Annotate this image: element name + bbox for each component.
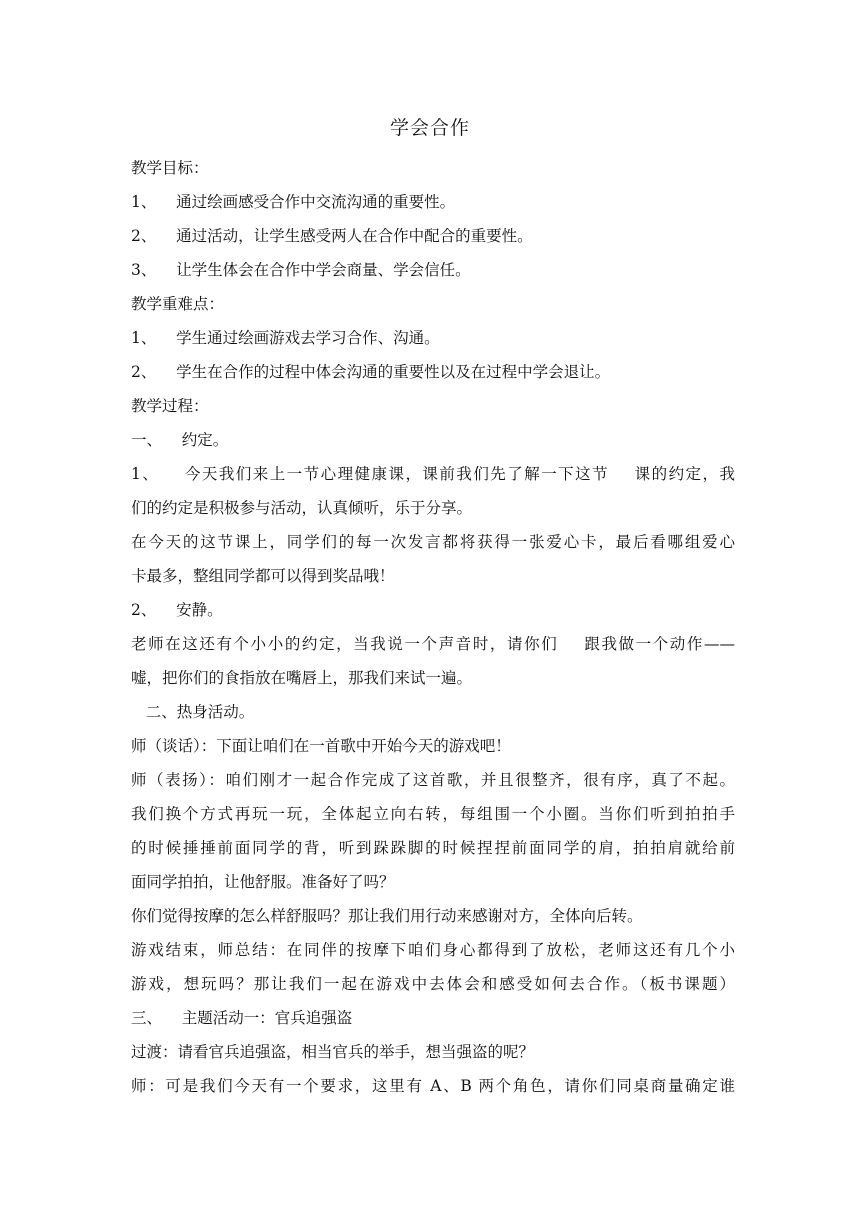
process-item-quiet: 2、 安静。 <box>131 601 223 619</box>
document-title: 学会合作 <box>389 117 470 139</box>
goal-item-2: 2、 通过活动，让学生感受两人在合作中配合的重要性。 <box>131 227 533 245</box>
process-step-activity-one: 三、 主题活动一：官兵追强盗 <box>131 1009 353 1027</box>
paragraph-line: 们的约定是积极参与活动，认真倾听，乐于分享。 <box>131 499 473 517</box>
section-heading-process: 教学过程： <box>131 397 209 415</box>
paragraph-line: 师：可是我们今天有一个要求，这里有 A、B 两个角色，请你们同桌商量确定谁 <box>131 1077 735 1095</box>
key-point-item-2: 2、 学生在合作的过程中体会沟通的重要性以及在过程中学会退让。 <box>131 363 611 381</box>
section-heading-goals: 教学目标： <box>131 159 209 177</box>
document-body <box>131 151 735 1103</box>
paragraph-line: 的时候捶捶前面同学的背，听到跺跺脚的时候捏捏前面同学的肩，拍拍肩就给前 <box>131 839 735 857</box>
paragraph-line: 在今天的这节课上，同学们的每一次发言都将获得一张爱心卡，最后看哪组爱心 <box>131 533 735 551</box>
paragraph-line: 1、 今天我们来上一节心理健康课，课前我们先了解一下这节 课的约定，我 <box>131 465 735 483</box>
paragraph-line: 过渡：请看官兵追强盗，相当官兵的举手，想当强盗的呢？ <box>131 1043 535 1061</box>
goal-item-1: 1、 通过绘画感受合作中交流沟通的重要性。 <box>131 193 456 211</box>
paragraph-line: 游戏结束，师总结：在同伴的按摩下咱们身心都得到了放松，老师这还有几个小 <box>131 941 735 959</box>
paragraph-line: 师（表扬）：咱们刚才一起合作完成了这首歌，并且很整齐，很有序，真了不起。 <box>131 771 735 789</box>
paragraph-line: 嘘，把你们的食指放在嘴唇上，那我们来试一遍。 <box>131 669 473 687</box>
paragraph-line: 你们觉得按摩的怎么样舒服吗？那让我们用行动来感谢对方，全体向后转。 <box>131 907 643 925</box>
paragraph-line: 面同学拍拍，让他舒服。准备好了吗？ <box>131 873 395 891</box>
process-step-warmup: 二、热身活动。 <box>131 703 255 721</box>
paragraph-line: 老师在这还有个小小的约定，当我说一个声音时，请你们 跟我做一个动作—— <box>131 635 735 653</box>
paragraph-line: 游戏，想玩吗？那让我们一起在游戏中去体会和感受如何去合作。（板书课题） <box>131 975 735 993</box>
section-heading-key-points: 教学重难点： <box>131 295 225 313</box>
paragraph-line: 师（谈话）：下面让咱们在一首歌中开始今天的游戏吧！ <box>131 737 511 755</box>
process-step-agreement: 一、 约定。 <box>131 431 229 449</box>
paragraph-line: 卡最多，整组同学都可以得到奖品哦！ <box>131 567 395 585</box>
key-point-item-1: 1、 学生通过绘画游戏去学习合作、沟通。 <box>131 329 440 347</box>
paragraph-line: 我们换个方式再玩一玩，全体起立向右转，每组围一个小圈。当你们听到拍拍手 <box>131 805 735 823</box>
goal-item-3: 3、 让学生体会在合作中学会商量、学会信任。 <box>131 261 471 279</box>
